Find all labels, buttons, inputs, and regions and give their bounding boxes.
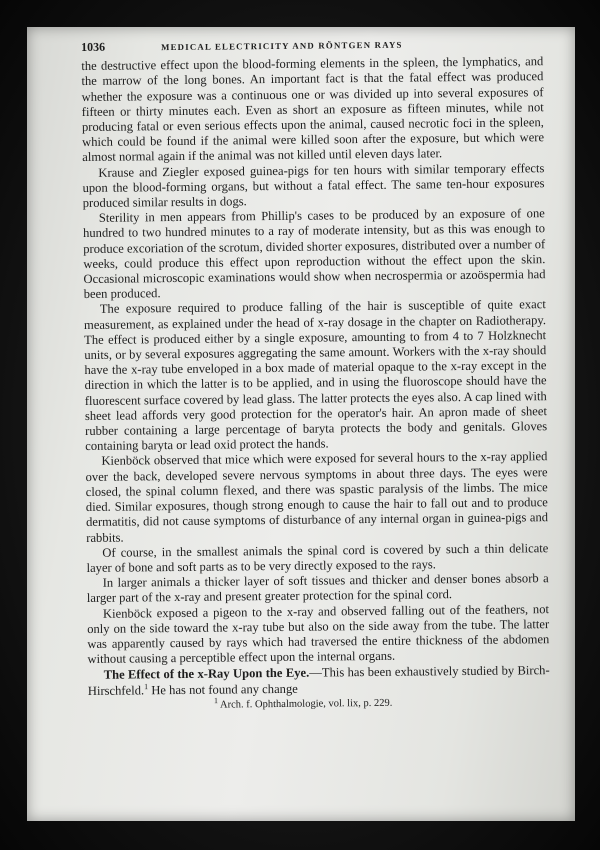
paragraph-eye-section <box>88 663 550 698</box>
running-title: MEDICAL ELECTRICITY AND RÖNTGEN RAYS <box>161 39 403 53</box>
paragraph-3: Sterility in men appears from Phillip's cases to be produced by an exposure of one hundred to two hundred minutes to a ray of moderate intensity, but as this was enough to produce excoriation of the scrotum, divided shorter exposures, distributed over a number of weeks, could produce this effect upon reproduction without the effect upon the skin. Occasional microscopic examinations would show when necrospermia or azoöspermia had been produced. <box>82 206 546 302</box>
paragraph-5: Kienböck observed that mice which were exposed for several hours to the x-ray applied over the back, developed severe nervous symptoms in about three days. The eyes were closed, the spinal column flexed, and there was spastic paralysis of the limbs. The mice died. Similar exposures, though strong enough to cause the hair to fall out and to produce dermatitis, did not cause symptoms of disturbance of any internal organ in guinea-pigs and rabbits. <box>85 449 549 545</box>
paragraph-7: In larger animals a thicker layer of soft tissues and thicker and denser bones absorb a larger part of the x-ray and present greater protection for the spinal cord. <box>86 571 549 606</box>
footnote-text: Arch. f. Ophthalmologie, vol. lix, p. 229. <box>219 697 393 711</box>
page-content <box>81 35 550 713</box>
section-continuation: He has not found any change <box>148 681 298 697</box>
paragraph-6: Of course, in the smallest animals the spinal cord is covered by such a thin delicate layer of bone and soft parts as to be very directly exposed to the rays. <box>86 540 549 575</box>
page-number: 1036 <box>81 39 106 54</box>
paragraph-4: The exposure required to produce falling of the hair is susceptible of quite exact measurement, as explained under the head of x-ray dosage in the chapter on Radiotherapy. The effect is produced either by a single exposure, amounting to from 4 to 7 Holzknecht units, or by several exposures aggregating the same amount. Workers with the x-ray should have the x-ray tube enveloped in a box made of material opaque to the x-ray except in the direction in which the latter is to be applied, and in using the fluoroscope should have the fluorescent surface covered by lead glass. The latter protects the eyes also. A cap lined with sheet lead affords very good protection for the operator's hair. An apron made of sheet rubber containing a large percentage of baryta protects the body and genitals. Gloves containing baryta or lead oxid protect the hands. <box>83 297 548 454</box>
paragraph-2: Krause and Ziegler exposed guinea-pigs for ten hours with similar temporary effects upon the blood-forming organs, but without a fatal effect. The same ten-hour exposures produced similar results in dogs. <box>82 160 545 211</box>
footnote-mark: 1 <box>213 695 218 705</box>
footnote-reference: 1 <box>144 681 149 691</box>
section-text: —This has been exhaustively studied by Birch-Hirschfeld. <box>87 663 550 698</box>
paragraph-1: the destructive effect upon the blood-forming elements in the spleen, the lymphatics, and the marrow of the long bones. An important fact is that the fatal effect was produced whether the exposure was a continuous one or was divided up into several exposures of fifteen or thirty minutes each. Even as short an exposure as fifteen minutes, while not producing fatal or even serious effects upon the animal, caused necrotic foci in the spleen, which could be found if the animal were killed soon after the exposure, but which were almost normal again if the animal was not killed until eleven days later. <box>81 54 545 165</box>
section-heading: The Effect of the x-Ray Upon the Eye. <box>103 665 310 683</box>
footnote <box>214 695 550 712</box>
paragraph-8: Kienböck exposed a pigeon to the x-ray and observed falling out of the feathers, not only on the side toward the x-ray tube but also on the side away from the tube. The latter was apparently caused by rays which had traversed the entire thickness of the abdomen without causing a perceptible effect upon the internal organs. <box>87 601 550 667</box>
running-head <box>81 35 543 56</box>
book-page <box>27 27 575 821</box>
